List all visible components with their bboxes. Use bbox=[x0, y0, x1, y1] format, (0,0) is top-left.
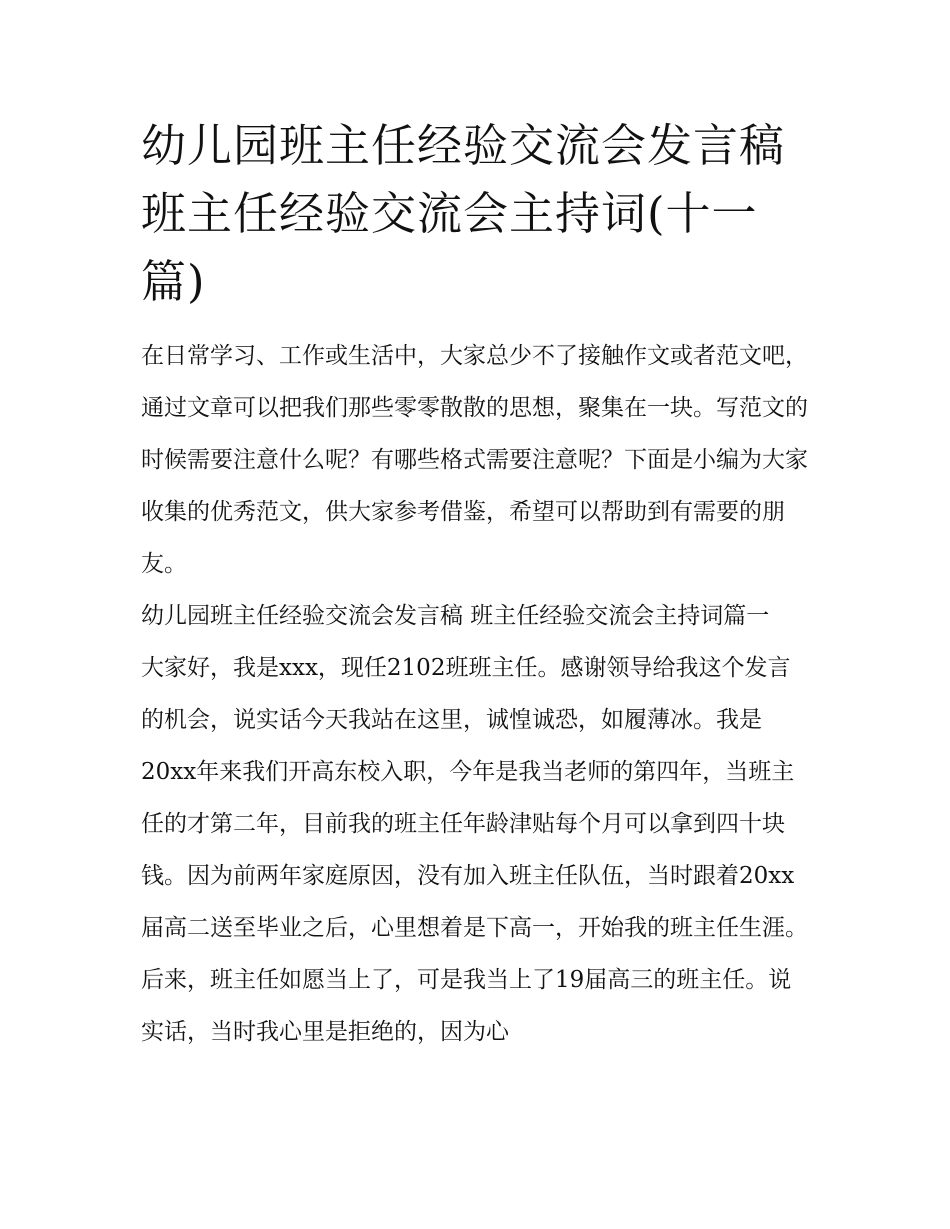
intro-paragraph: 在日常学习、工作或生活中，大家总少不了接触作文或者范文吧，通过文章可以把我们那些零零散散的思想，聚集在一块。写范文的时候需要注意什么呢？有哪些格式需要注意呢？下面是小编为大家收集的优秀范文，供大家参考借鉴，希望可以帮助到有需要的朋友。 bbox=[141, 343, 808, 577]
section-heading: 幼儿园班主任经验交流会发言稿 班主任经验交流会主持词篇一 bbox=[141, 603, 770, 629]
body-paragraph: 大家好，我是xxx，现任2102班班主任。感谢领导给我这个发言的机会，说实话今天我站在这里，诚惶诚恐，如履薄冰。我是20xx年来我们开高东校入职，今年是我当老师的第四年，当班主任的才第二年，目前我的班主任年龄津贴每个月可以拿到四十块钱。因为前两年家庭原因，没有加入班主任队伍，当时跟着20xx届高二送至毕业之后，心里想着是下高一，开始我的班主任生涯。后来，班主任如愿当上了，可是我当上了19届高三的班主任。说实话，当时我心里是拒绝的，因为心 bbox=[141, 655, 808, 1045]
document-title: 幼儿园班主任经验交流会发言稿 班主任经验交流会主持词(十一篇) bbox=[141, 119, 786, 308]
document-content bbox=[141, 112, 813, 1058]
